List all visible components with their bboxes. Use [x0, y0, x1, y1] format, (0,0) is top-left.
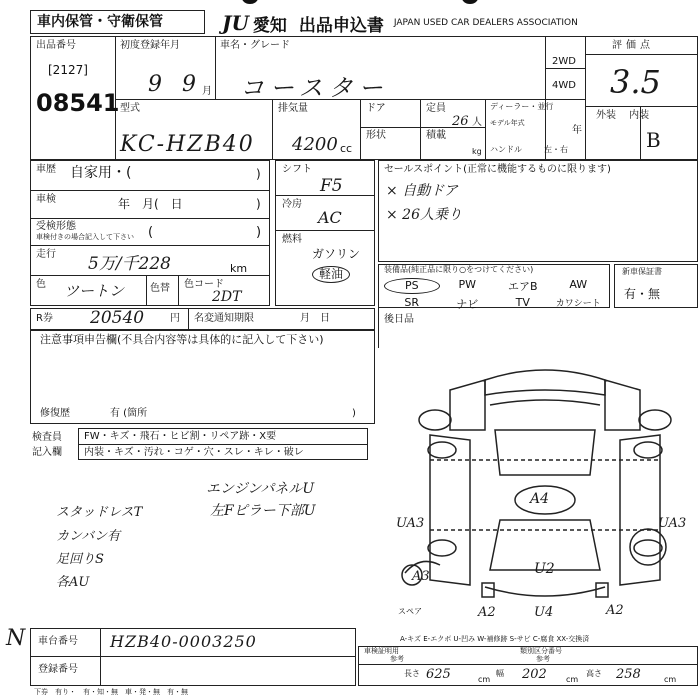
length-value: 625	[426, 667, 451, 682]
cooler-value: AC	[318, 208, 342, 227]
equipment-label: 装備品(純正品に限り○をつけてください)	[384, 265, 534, 274]
cooler-label: 冷房	[282, 199, 302, 210]
inspector-label-2: 記入欄	[32, 447, 62, 458]
note-left-f-pillar: 左Fピラー下部U	[210, 503, 316, 519]
note-engine-panel: エンジンパネルU	[206, 481, 315, 497]
mark-a2-right: A2	[606, 603, 624, 618]
cert-label: 車検証明用	[364, 647, 399, 655]
inspection-label: 車検	[36, 194, 56, 205]
mark-u2: U2	[534, 561, 555, 577]
mark-a4: A4	[530, 491, 550, 507]
spare-label: スペア	[398, 607, 422, 616]
score-value: 3.5	[610, 63, 661, 101]
equip-navi: ナビ	[456, 298, 479, 311]
bottom-text: 下券 有り・ 有・知・無 車・発・無 有・無	[34, 688, 188, 696]
equip-pw: PW	[458, 278, 476, 291]
displacement-unit: cc	[340, 142, 353, 155]
fuel-value: ガソリン	[312, 247, 361, 261]
consign-label: 受検形態	[36, 221, 76, 232]
form-title: 出品申込書	[298, 15, 384, 36]
mileage-label: 走行	[36, 249, 56, 260]
height-value: 258	[616, 667, 641, 682]
equip-airbag: エアB	[507, 280, 538, 293]
history-label: 車歴	[36, 164, 56, 175]
type-value: KC-HZB40	[120, 132, 255, 157]
registration-label: 登録番号	[38, 664, 78, 675]
load-unit: kg	[472, 147, 482, 156]
color-change-label: 色替	[150, 283, 170, 294]
drive-4wd: 4WD	[552, 80, 576, 91]
header-title-group	[222, 10, 578, 36]
displacement-label: 排気量	[278, 103, 308, 114]
color-label: 色	[36, 279, 46, 290]
mark-ua3-right: UA3	[658, 516, 687, 531]
sales-point-1: × 自動ドア	[386, 183, 458, 199]
handle-options: 左・右	[544, 145, 568, 154]
door-label: ドア	[366, 103, 386, 114]
inspector-row-1: FW・キズ・飛石・ヒビ割・リペア跡・X要	[84, 431, 277, 442]
sales-points-label: セールスポイント(正常に機能するものに限ります)	[384, 164, 611, 175]
width-value: 202	[522, 667, 547, 682]
height-label: 高さ	[586, 669, 602, 678]
model-value: コースター	[240, 74, 389, 102]
sales-point-2: × 26人乗り	[386, 207, 462, 223]
first-reg-month: 9	[182, 72, 196, 97]
mark-a2-left: A2	[478, 605, 496, 620]
mark-ua3-left: UA3	[396, 516, 425, 531]
repair-label: 修復歴	[40, 408, 70, 419]
notice-label: 名変通知期限	[194, 313, 254, 324]
capacity-unit: 人	[472, 117, 482, 128]
chassis-label: 車台番号	[38, 636, 78, 647]
load-label: 積載	[426, 130, 446, 141]
width-label: 幅	[496, 669, 504, 678]
org-name: 愛知	[252, 15, 287, 36]
inspection-units: 年 月( 日	[118, 197, 183, 211]
capacity-label: 定員	[426, 103, 446, 114]
width-unit: cm	[566, 675, 579, 684]
score-label: 評価点	[612, 40, 654, 51]
lot-number: 08541	[36, 89, 120, 117]
color-code-value: 2DT	[212, 289, 242, 305]
bottom-strip	[30, 688, 356, 700]
storage-label-box	[30, 10, 205, 34]
drive-2wd: 2WD	[552, 56, 576, 67]
first-reg-year: 9	[148, 72, 162, 97]
equip-aw: AW	[569, 278, 588, 291]
association-name: JAPAN USED CAR DEALERS ASSOCIATION	[393, 18, 578, 28]
month-unit: 月	[202, 86, 212, 97]
cert-ref: 参考	[390, 655, 404, 663]
height-unit: cm	[664, 675, 677, 684]
capacity-value: 26	[452, 114, 469, 129]
inspection-close: )	[256, 197, 261, 211]
recycle-unit: 円	[170, 313, 180, 324]
first-reg-label: 初度登録年月	[120, 40, 180, 51]
equip-ps: PS	[384, 278, 440, 294]
storage-label: 車内保管・守衛保管	[37, 14, 163, 30]
note-each-au: 各AU	[56, 575, 90, 590]
exterior-interior-label: 外装 内装	[596, 110, 650, 121]
fuel-label: 燃料	[282, 234, 302, 245]
equip-sr: SR	[404, 296, 420, 309]
lot-bracket: [2127]	[48, 63, 88, 77]
warranty-options: 有・無	[624, 287, 661, 301]
inspector-label-1: 検査員	[32, 432, 62, 443]
warranty-label: 新車保証書	[622, 267, 662, 276]
chassis-value: HZB40-0003250	[110, 632, 257, 651]
equip-tv: TV	[515, 296, 530, 309]
type-label: 型式	[120, 103, 140, 114]
shift-label: シフト	[282, 164, 312, 175]
note-signboard: カンバン有	[56, 529, 121, 544]
lot-label: 出品番号	[36, 40, 76, 51]
ju-logo: JU	[222, 11, 249, 35]
car-damage-diagram	[390, 355, 700, 625]
recycle-label: R券	[36, 313, 53, 324]
notes-label: 注意事項申告欄(不具合内容等は具体的に記入して下さい)	[40, 333, 324, 346]
note-underbody: 足回りS	[56, 552, 104, 567]
history-close: )	[256, 167, 261, 181]
mileage-unit: km	[230, 262, 248, 275]
class-ref: 参考	[536, 655, 550, 663]
class-label: 類別区分番号	[520, 647, 562, 655]
model-label: 車名・グレード	[220, 40, 290, 51]
note-studless: スタッドレスT	[56, 505, 143, 520]
later-items-label: 後日品	[384, 314, 414, 325]
length-label: 長さ	[404, 669, 420, 678]
mark-u4: U4	[534, 605, 554, 620]
dealer-label: ディーラー・並行	[490, 102, 554, 111]
repair-value: 有 (箇所	[110, 408, 148, 419]
shift-value: F5	[320, 176, 343, 196]
shape-label: 形状	[366, 130, 386, 141]
equip-leather: カワシート	[555, 299, 601, 309]
equipment-grid	[384, 278, 606, 312]
margin-mark: N	[6, 626, 26, 651]
color-value: ツートン	[64, 282, 125, 300]
fuel-value-circled: 軽油	[312, 266, 350, 283]
displacement-value: 4200	[292, 134, 338, 155]
exterior-grade: B	[646, 128, 661, 152]
history-value: 自家用・(	[70, 165, 132, 181]
inspector-row-2: 内装・キズ・汚れ・コゲ・穴・スレ・キレ・破レ	[84, 447, 304, 458]
consign-open: (	[148, 225, 154, 240]
damage-legend: A-キズ E-エクボ U-凹み W-補修跡 S-サビ C-腐食 XX-交換済	[400, 635, 590, 643]
consign-sub: 車検付きの場合記入して下さい	[36, 233, 134, 241]
notice-units: 月 日	[300, 313, 330, 324]
model-year-label: モデル年式	[490, 119, 525, 127]
consign-close: )	[256, 225, 262, 240]
year-unit: 年	[572, 125, 582, 136]
handle-label: ハンドル	[490, 145, 522, 154]
color-code-label: 色コード	[184, 279, 224, 290]
length-unit: cm	[478, 675, 491, 684]
mileage-value: 5万/千228	[88, 254, 171, 274]
repair-close: )	[352, 408, 356, 419]
mark-a3: A3	[412, 569, 430, 584]
recycle-value: 20540	[90, 308, 145, 328]
